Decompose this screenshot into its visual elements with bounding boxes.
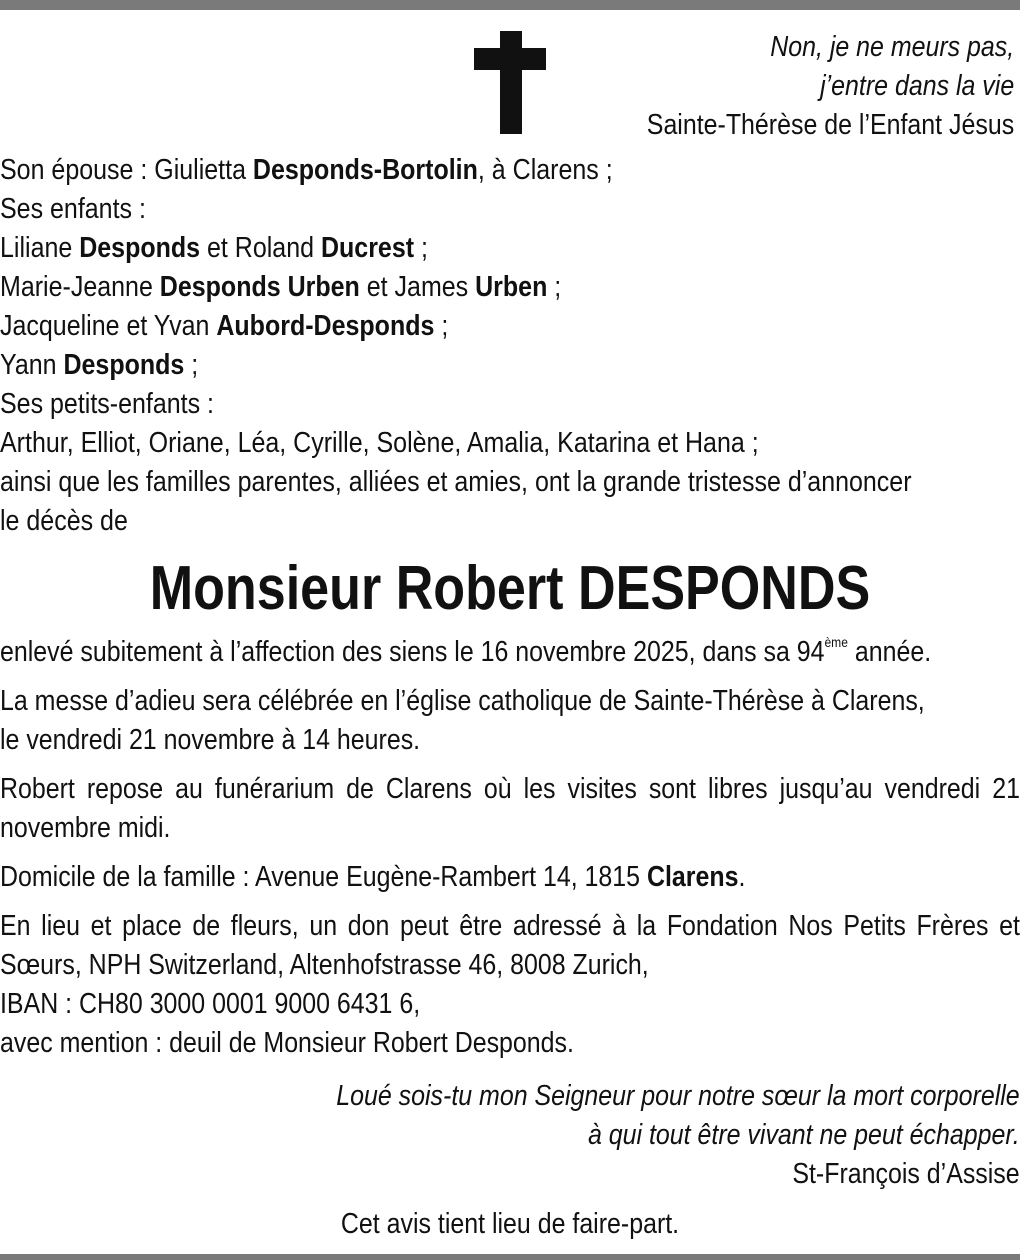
cross-icon xyxy=(474,31,546,134)
deceased-name: Monsieur Robert DESPONDS xyxy=(149,554,871,623)
closing-quote xyxy=(337,1077,1020,1194)
family-list xyxy=(0,151,1017,541)
grandchildren-heading: Ses petits-enfants : xyxy=(0,388,214,420)
children-heading: Ses enfants : xyxy=(0,193,146,225)
details-block xyxy=(0,633,1020,1073)
top-rule xyxy=(0,0,1020,10)
visit-info: Robert repose au funérarium de Clarens où les visites sont libres jusqu’au vendredi 21 novembre midi. xyxy=(0,773,1020,844)
donation-info: En lieu et place de fleurs, un don peut être adressé à la Fondation Nos Petits Frères et Sœurs, NPH Switzerland, Altenhofstrasse 46, 8008 Zurich, IBAN : CH80 3000 0001 9000 6431 6, avec mention : deuil de Monsieur Robert Desponds. xyxy=(0,910,1020,1059)
child-line: Yann Desponds ; xyxy=(0,349,199,381)
child-line: Marie-Jeanne Desponds Urben et James Urben ; xyxy=(0,271,562,303)
closing-attribution: St-François d’Assise xyxy=(792,1158,1020,1190)
announcement-line: le décès de xyxy=(0,505,128,537)
epigraph-line-1: Non, je ne meurs pas, xyxy=(770,31,1014,63)
domicile-info: Domicile de la famille : Avenue Eugène-Rambert 14, 1815 Clarens. xyxy=(0,861,746,893)
death-notice: enlevé subitement à l’affection des siens le 16 novembre 2025, dans sa 94ème année. xyxy=(0,634,932,668)
closing-line-1: Loué sois-tu mon Seigneur pour notre sœur la mort corporelle xyxy=(336,1080,1020,1112)
grandchildren-list: Arthur, Elliot, Oriane, Léa, Cyrille, Solène, Amalia, Katarina et Hana ; xyxy=(0,427,759,459)
epigraph-line-2: j’entre dans la vie xyxy=(819,70,1014,102)
mass-info: La messe d’adieu sera célébrée en l’église catholique de Sainte-Thérèse à Clarens, le vendredi 21 novembre à 14 heures. xyxy=(0,685,925,756)
announcement-line: ainsi que les familles parentes, alliées et amies, ont la grande tristesse d’annoncer xyxy=(0,466,912,498)
epigraph xyxy=(647,28,1014,145)
closing-line-2: à qui tout être vivant ne peut échapper. xyxy=(588,1119,1020,1151)
child-line: Jacqueline et Yvan Aubord-Desponds ; xyxy=(0,310,449,342)
epigraph-attribution: Sainte-Thérèse de l’Enfant Jésus xyxy=(646,109,1014,141)
child-line: Liliane Desponds et Roland Ducrest ; xyxy=(0,232,428,264)
spouse-line: Son épouse : Giulietta Desponds-Bortolin, à Clarens ; xyxy=(0,154,613,186)
faire-part-note: Cet avis tient lieu de faire-part. xyxy=(340,1208,680,1240)
bottom-rule xyxy=(0,1254,1020,1260)
